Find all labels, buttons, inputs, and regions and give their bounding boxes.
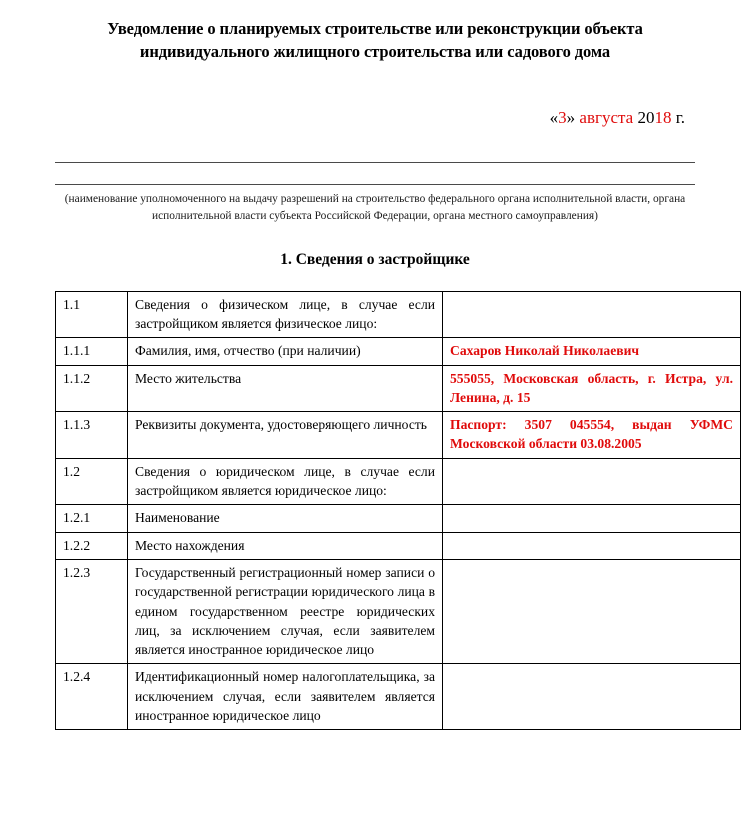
row-value[interactable] <box>443 559 741 663</box>
date-quote-open: « <box>549 107 559 127</box>
table-row <box>56 338 741 365</box>
row-number: 1.1 <box>56 291 128 338</box>
row-value[interactable] <box>443 458 741 505</box>
row-label: Идентификационный номер налогоплательщика, за исключением случая, если заявителем является иностранное юридическое лицо <box>128 664 443 730</box>
date-year-abbrev: г. <box>675 107 685 127</box>
row-label: Сведения о юридическом лице, в случае если застройщиком является юридическое лицо: <box>128 458 443 505</box>
date-year-suffix: 18 <box>654 107 672 127</box>
authority-caption-line-1: (наименование уполномоченного на выдачу разрешений на строительство федерального органа исполнительной <box>64 192 613 205</box>
table-row <box>56 664 741 730</box>
table-body <box>56 291 741 730</box>
document-date <box>55 108 695 128</box>
section-heading: 1. Сведения о застройщике <box>280 250 470 268</box>
row-value[interactable] <box>443 532 741 559</box>
row-label: Фамилия, имя, отчество (при наличии) <box>128 338 443 365</box>
row-label: Сведения о физическом лице, в случае если застройщиком является физическое лицо: <box>128 291 443 338</box>
authority-caption <box>55 191 695 225</box>
row-value[interactable]: Сахаров Николай Николаевич <box>443 338 741 365</box>
authority-caption-line-2: власти, органа исполнительной власти субъекта Российской Федерации, органа местного самоуправления) <box>152 192 686 222</box>
date-year-prefix: 20 <box>637 107 655 127</box>
table-row <box>56 505 741 532</box>
row-value[interactable]: Паспорт: 3507 045554, выдан УФМС Московской области 03.08.2005 <box>443 412 741 459</box>
row-number: 1.2.1 <box>56 505 128 532</box>
row-number: 1.2 <box>56 458 128 505</box>
date-month: августа <box>579 107 634 127</box>
table-row <box>56 291 741 338</box>
row-label: Наименование <box>128 505 443 532</box>
developer-details-table <box>55 291 741 731</box>
row-value[interactable]: 555055, Московская область, г. Истра, ул. Ленина, д. 15 <box>443 365 741 412</box>
authority-blank-lines <box>55 162 695 185</box>
row-value[interactable] <box>443 505 741 532</box>
page-title-line-1: Уведомление о планируемых строительстве или реконструкции объекта <box>107 19 643 38</box>
row-number: 1.1.2 <box>56 365 128 412</box>
row-number: 1.1.3 <box>56 412 128 459</box>
date-day: 3 <box>558 107 567 127</box>
authority-blank-line-1[interactable] <box>55 162 695 163</box>
row-number: 1.1.1 <box>56 338 128 365</box>
row-label: Место жительства <box>128 365 443 412</box>
page-title <box>55 0 695 64</box>
page-title-line-2: индивидуального жилищного строительства или садового дома <box>139 41 611 61</box>
table-row <box>56 365 741 412</box>
row-number: 1.2.4 <box>56 664 128 730</box>
row-value[interactable] <box>443 664 741 730</box>
date-quote-close: » <box>566 107 576 127</box>
table-row <box>56 532 741 559</box>
row-label: Государственный регистрационный номер записи о государственной регистрации юридического лица в едином государственном реестре юридических лиц, за исключением случая, если заявителем является иностранное юридическое лицо <box>128 559 443 663</box>
row-label: Реквизиты документа, удостоверяющего личность <box>128 412 443 459</box>
row-number: 1.2.3 <box>56 559 128 663</box>
authority-blank-line-2[interactable] <box>55 184 695 185</box>
table-row <box>56 412 741 459</box>
row-value[interactable] <box>443 291 741 338</box>
row-number: 1.2.2 <box>56 532 128 559</box>
row-label: Место нахождения <box>128 532 443 559</box>
table-row <box>56 458 741 505</box>
table-row <box>56 559 741 663</box>
